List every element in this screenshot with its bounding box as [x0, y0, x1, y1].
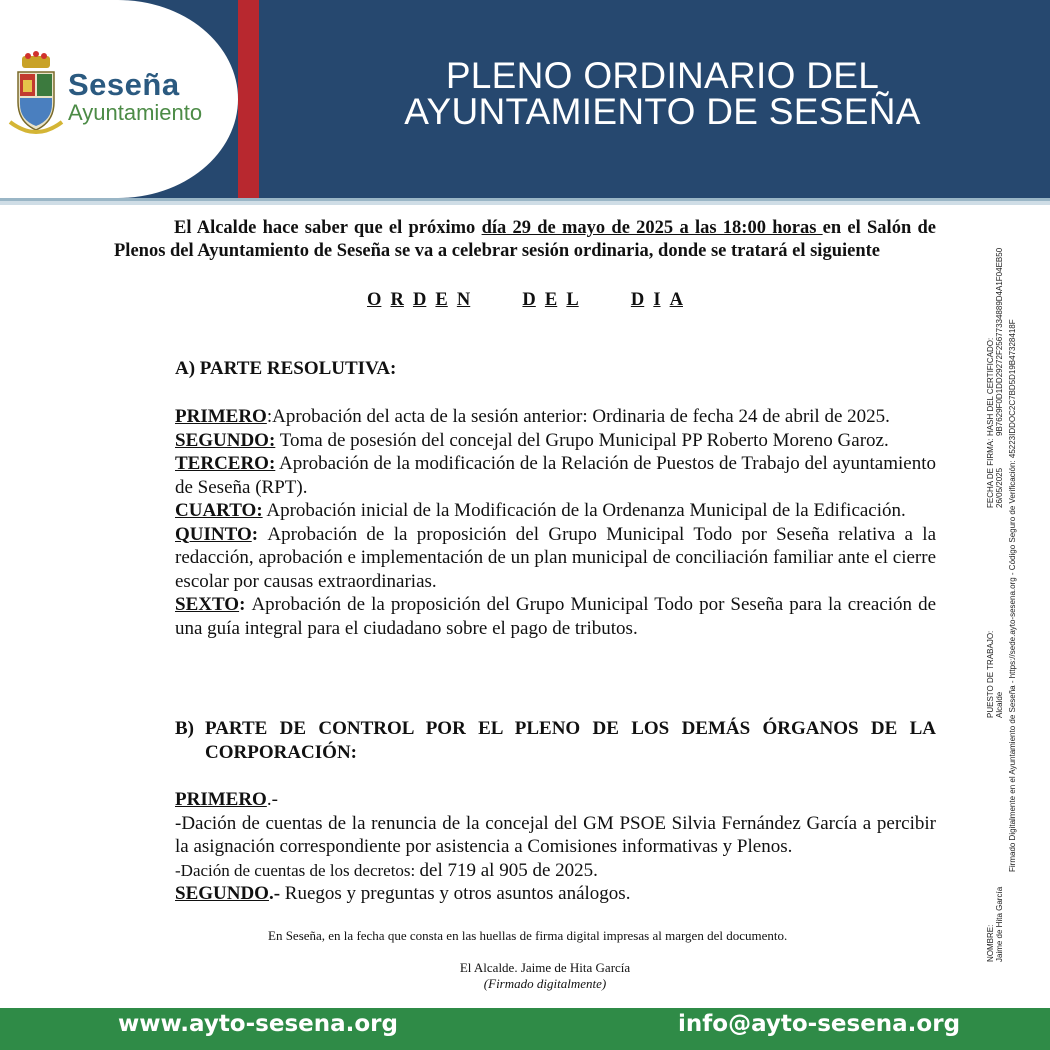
agenda-item: [175, 882, 936, 906]
header-stripe-light: [0, 201, 1050, 205]
signature-block: [380, 960, 710, 992]
logo-subtitle: Ayuntamiento: [68, 100, 203, 125]
title-line-2: AYUNTAMIENTO DE SESEÑA: [404, 91, 921, 132]
orden-letter: O: [367, 290, 382, 310]
dacion-decretos-range: del 719 al 905 de 2025.: [419, 859, 598, 881]
agenda-item: [175, 429, 936, 453]
footer-website-link[interactable]: www.ayto-sesena.org: [118, 1011, 398, 1037]
item-label: QUINTO: [175, 523, 252, 545]
item-label: PRIMERO: [175, 789, 267, 810]
section-a-items: [175, 405, 936, 640]
item-separator: .-: [266, 789, 278, 810]
dacion-decretos: [175, 859, 936, 883]
orden-letter: N: [456, 290, 471, 310]
orden-letter: D: [522, 290, 536, 310]
signer-note: (Firmado digitalmente): [483, 976, 607, 991]
intro-paragraph: [114, 217, 936, 263]
stamp-fecha-label: FECHA DE FIRMA:: [986, 438, 995, 508]
stamp-nombre-label: NOMBRE:: [986, 924, 995, 962]
item-label: SEGUNDO:: [175, 429, 276, 451]
agenda-item: [175, 452, 936, 499]
item-text: Ruegos y preguntas y otros asuntos análogos.: [280, 883, 631, 904]
item-separator: .-: [268, 883, 281, 904]
logo-panel: [0, 0, 238, 198]
stamp-puesto-label: PUESTO DE TRABAJO:: [986, 630, 995, 718]
municipal-crest-icon: [8, 50, 64, 140]
stamp-firmado-text: Firmado Digitalmente en el Ayuntamiento de Seseña - https://sede.ayto-sesena.org - Código Seguro de Verificación: 45223IDDOC2C7BD5D19B47328418F: [1008, 319, 1017, 872]
orden-del-dia-heading: [367, 290, 683, 311]
item-text: Aprobación de la proposición del Grupo Municipal Todo por Seseña para la creación de una guía integral para el ciudadano sobre el pago de tributos.: [175, 594, 937, 639]
item-label: CUARTO:: [175, 500, 263, 521]
section-b-items: [175, 788, 936, 906]
orden-letter: D: [630, 290, 645, 310]
agenda-item: [175, 593, 936, 640]
orden-letter: L: [566, 290, 579, 310]
footer-email-link[interactable]: info@ayto-sesena.org: [678, 1011, 961, 1037]
agenda-item: [175, 788, 936, 812]
item-text: Aprobación de la modificación de la Relación de Puestos de Trabajo del ayuntamiento de Seseña (RPT).: [175, 453, 936, 498]
intro-text-1: El Alcalde hace saber que el próximo: [174, 218, 482, 238]
agenda-item: [175, 499, 936, 523]
item-label: PRIMERO: [175, 406, 267, 427]
page-title: [340, 55, 985, 132]
stamp-hash-label: HASH DEL CERTIFICADO:: [986, 337, 995, 436]
orden-letter: E: [435, 290, 448, 310]
agenda-item: [175, 405, 936, 429]
red-divider-bar: [238, 0, 259, 198]
logo-name: Seseña: [68, 67, 180, 102]
stamp-fecha-value: 26/05/2025: [995, 467, 1004, 508]
orden-letter: D: [412, 290, 427, 310]
item-separator: :: [251, 523, 268, 545]
intro-text-2: en el Salón de Plenos del Ayuntamiento de Seseña se va a celebrar sesión ordinaria, donde se tratará el siguiente: [114, 218, 936, 261]
item-label: SEGUNDO: [175, 883, 269, 904]
item-text: Aprobación inicial de la Modificación de la Ordenanza Municipal de la Edificación.: [266, 500, 906, 521]
orden-letter: E: [544, 290, 558, 310]
dacion-decretos-label: -Dación de cuentas de los decretos:: [175, 860, 420, 880]
orden-letter: R: [390, 290, 404, 310]
stamp-puesto-value: Alcalde: [995, 691, 1004, 718]
orden-letter: A: [669, 290, 683, 310]
dacion-renuncia: -Dación de cuentas de la renuncia de la concejal del GM PSOE Silvia Fernández García a percibir la asignación correspondiente por asistencia a Comisiones informativas y Plenos.: [175, 812, 936, 857]
section-b-label: B): [175, 718, 194, 739]
section-b-heading: [175, 717, 936, 764]
item-label: SEXTO: [175, 594, 240, 615]
item-text: Aprobación de la proposición del Grupo Municipal Todo por Seseña relativa a la redacción, aprobación e implementación de un plan municipal de conciliación familiar ante el cierre escolar por causas extraordinarias.: [175, 523, 936, 592]
section-b-text: PARTE DE CONTROL POR EL PLENO DE LOS DEMÁS ÓRGANOS DE LA CORPORACIÓN:: [205, 718, 936, 763]
item-label: TERCERO:: [175, 453, 276, 474]
signer-name: El Alcalde. Jaime de Hita García: [459, 960, 631, 975]
item-separator: :: [239, 594, 252, 615]
item-separator: :: [266, 406, 273, 427]
item-text: Aprobación del acta de la sesión anterior: Ordinaria de fecha 24 de abril de 2025.: [272, 406, 890, 427]
title-line-1: PLENO ORDINARIO DEL: [445, 55, 880, 96]
orden-letter: I: [653, 290, 661, 310]
agenda-item: [175, 523, 936, 594]
intro-date: día 29 de mayo de 2025 a las 18:00 horas: [481, 218, 823, 238]
stamp-hash-value: 9B7629F0D1DD29272F25677334889D4A1F04EB50: [995, 247, 1004, 436]
closing-text: En Seseña, en la fecha que consta en las huellas de firma digital impresas al margen del documento.: [268, 928, 788, 943]
section-a-heading: A) PARTE RESOLUTIVA:: [175, 358, 397, 379]
item-text: Toma de posesión del concejal del Grupo Municipal PP Roberto Moreno Garoz.: [279, 429, 889, 451]
stamp-nombre-value: Jaime de Hita García: [995, 886, 1004, 962]
